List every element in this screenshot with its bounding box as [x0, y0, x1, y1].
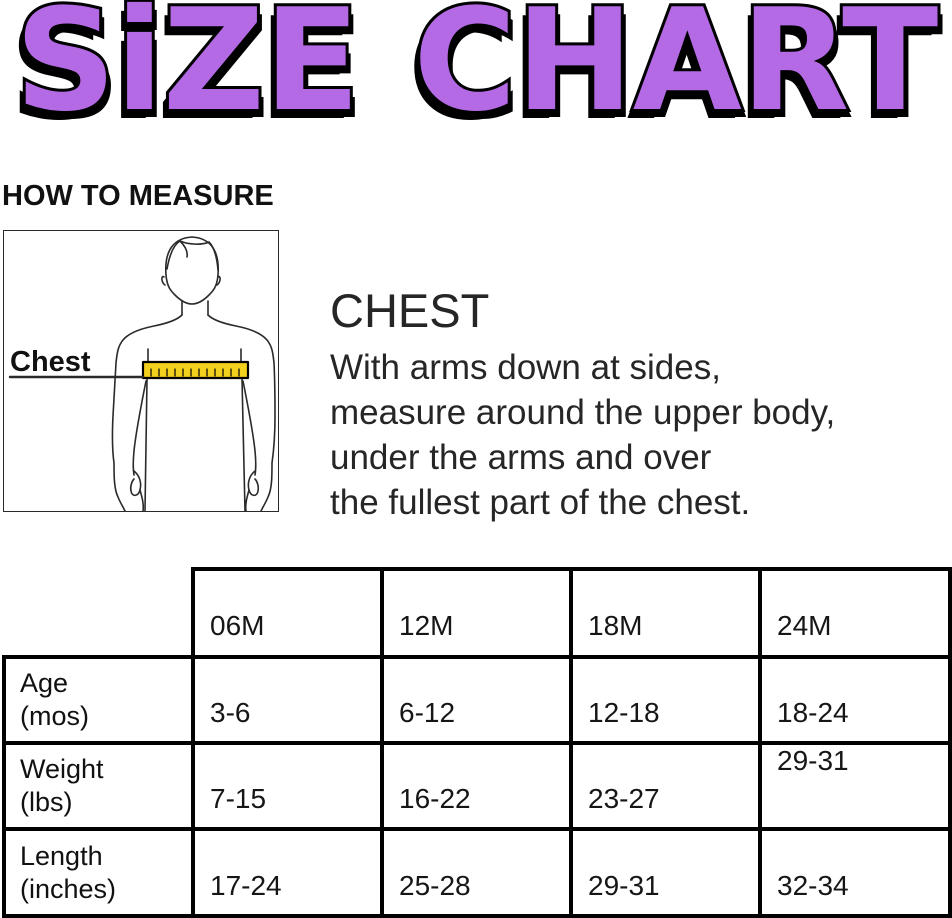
instruction-line: measure around the upper body, — [330, 393, 836, 432]
measuring-tape-icon — [143, 362, 248, 378]
column-header-12m: 12M — [382, 569, 571, 657]
page-title: SiZE CHART — [14, 0, 938, 143]
row-header-line: (lbs) — [20, 787, 73, 817]
row-header-line: Weight — [20, 754, 104, 784]
figure-head — [162, 237, 220, 304]
body-measurement-figure-icon — [4, 231, 278, 511]
table-row-length — [4, 829, 950, 916]
size-value-cell: 7-15 — [193, 743, 382, 829]
size-value-cell: 3-6 — [193, 657, 382, 743]
row-header-line: Age — [20, 668, 69, 698]
how-to-measure-heading: HOW TO MEASURE — [2, 180, 274, 212]
size-value-cell: 23-27 — [571, 743, 760, 829]
instruction-line: under the arms and over — [330, 438, 712, 477]
figure-torso-arms — [112, 301, 275, 511]
measurement-figure-box — [3, 230, 279, 512]
size-table-header-row — [4, 569, 950, 657]
size-value-cell: 6-12 — [382, 657, 571, 743]
size-value-cell: 32-34 — [760, 829, 950, 916]
row-header-line: (inches) — [20, 873, 117, 904]
chest-instructions-heading: CHEST — [330, 284, 490, 337]
row-header-line: (mos) — [20, 701, 89, 731]
table-row-weight — [4, 743, 950, 829]
instruction-line: the fullest part of the chest. — [330, 483, 751, 522]
size-value-cell: 12-18 — [571, 657, 760, 743]
table-row-age — [4, 657, 950, 743]
column-header-24m: 24M — [760, 569, 950, 657]
size-value-cell: 16-22 — [382, 743, 571, 829]
instruction-line: With arms down at sides, — [330, 348, 721, 387]
column-header-06m: 06M — [193, 569, 382, 657]
row-header-line: Length — [20, 840, 103, 871]
empty-corner-cell — [4, 569, 193, 657]
size-value-cell: 17-24 — [193, 829, 382, 916]
row-header-age — [4, 657, 193, 743]
size-value-cell: 18-24 — [760, 657, 950, 743]
chest-figure-label: Chest — [10, 346, 91, 378]
size-table — [2, 567, 952, 918]
size-value-cell: 29-31 — [571, 829, 760, 916]
row-header-length — [4, 829, 193, 916]
size-value-cell: 29-31 — [760, 743, 950, 829]
column-header-18m: 18M — [571, 569, 760, 657]
size-value-cell: 25-28 — [382, 829, 571, 916]
row-header-weight — [4, 743, 193, 829]
chest-instructions — [330, 285, 952, 525]
